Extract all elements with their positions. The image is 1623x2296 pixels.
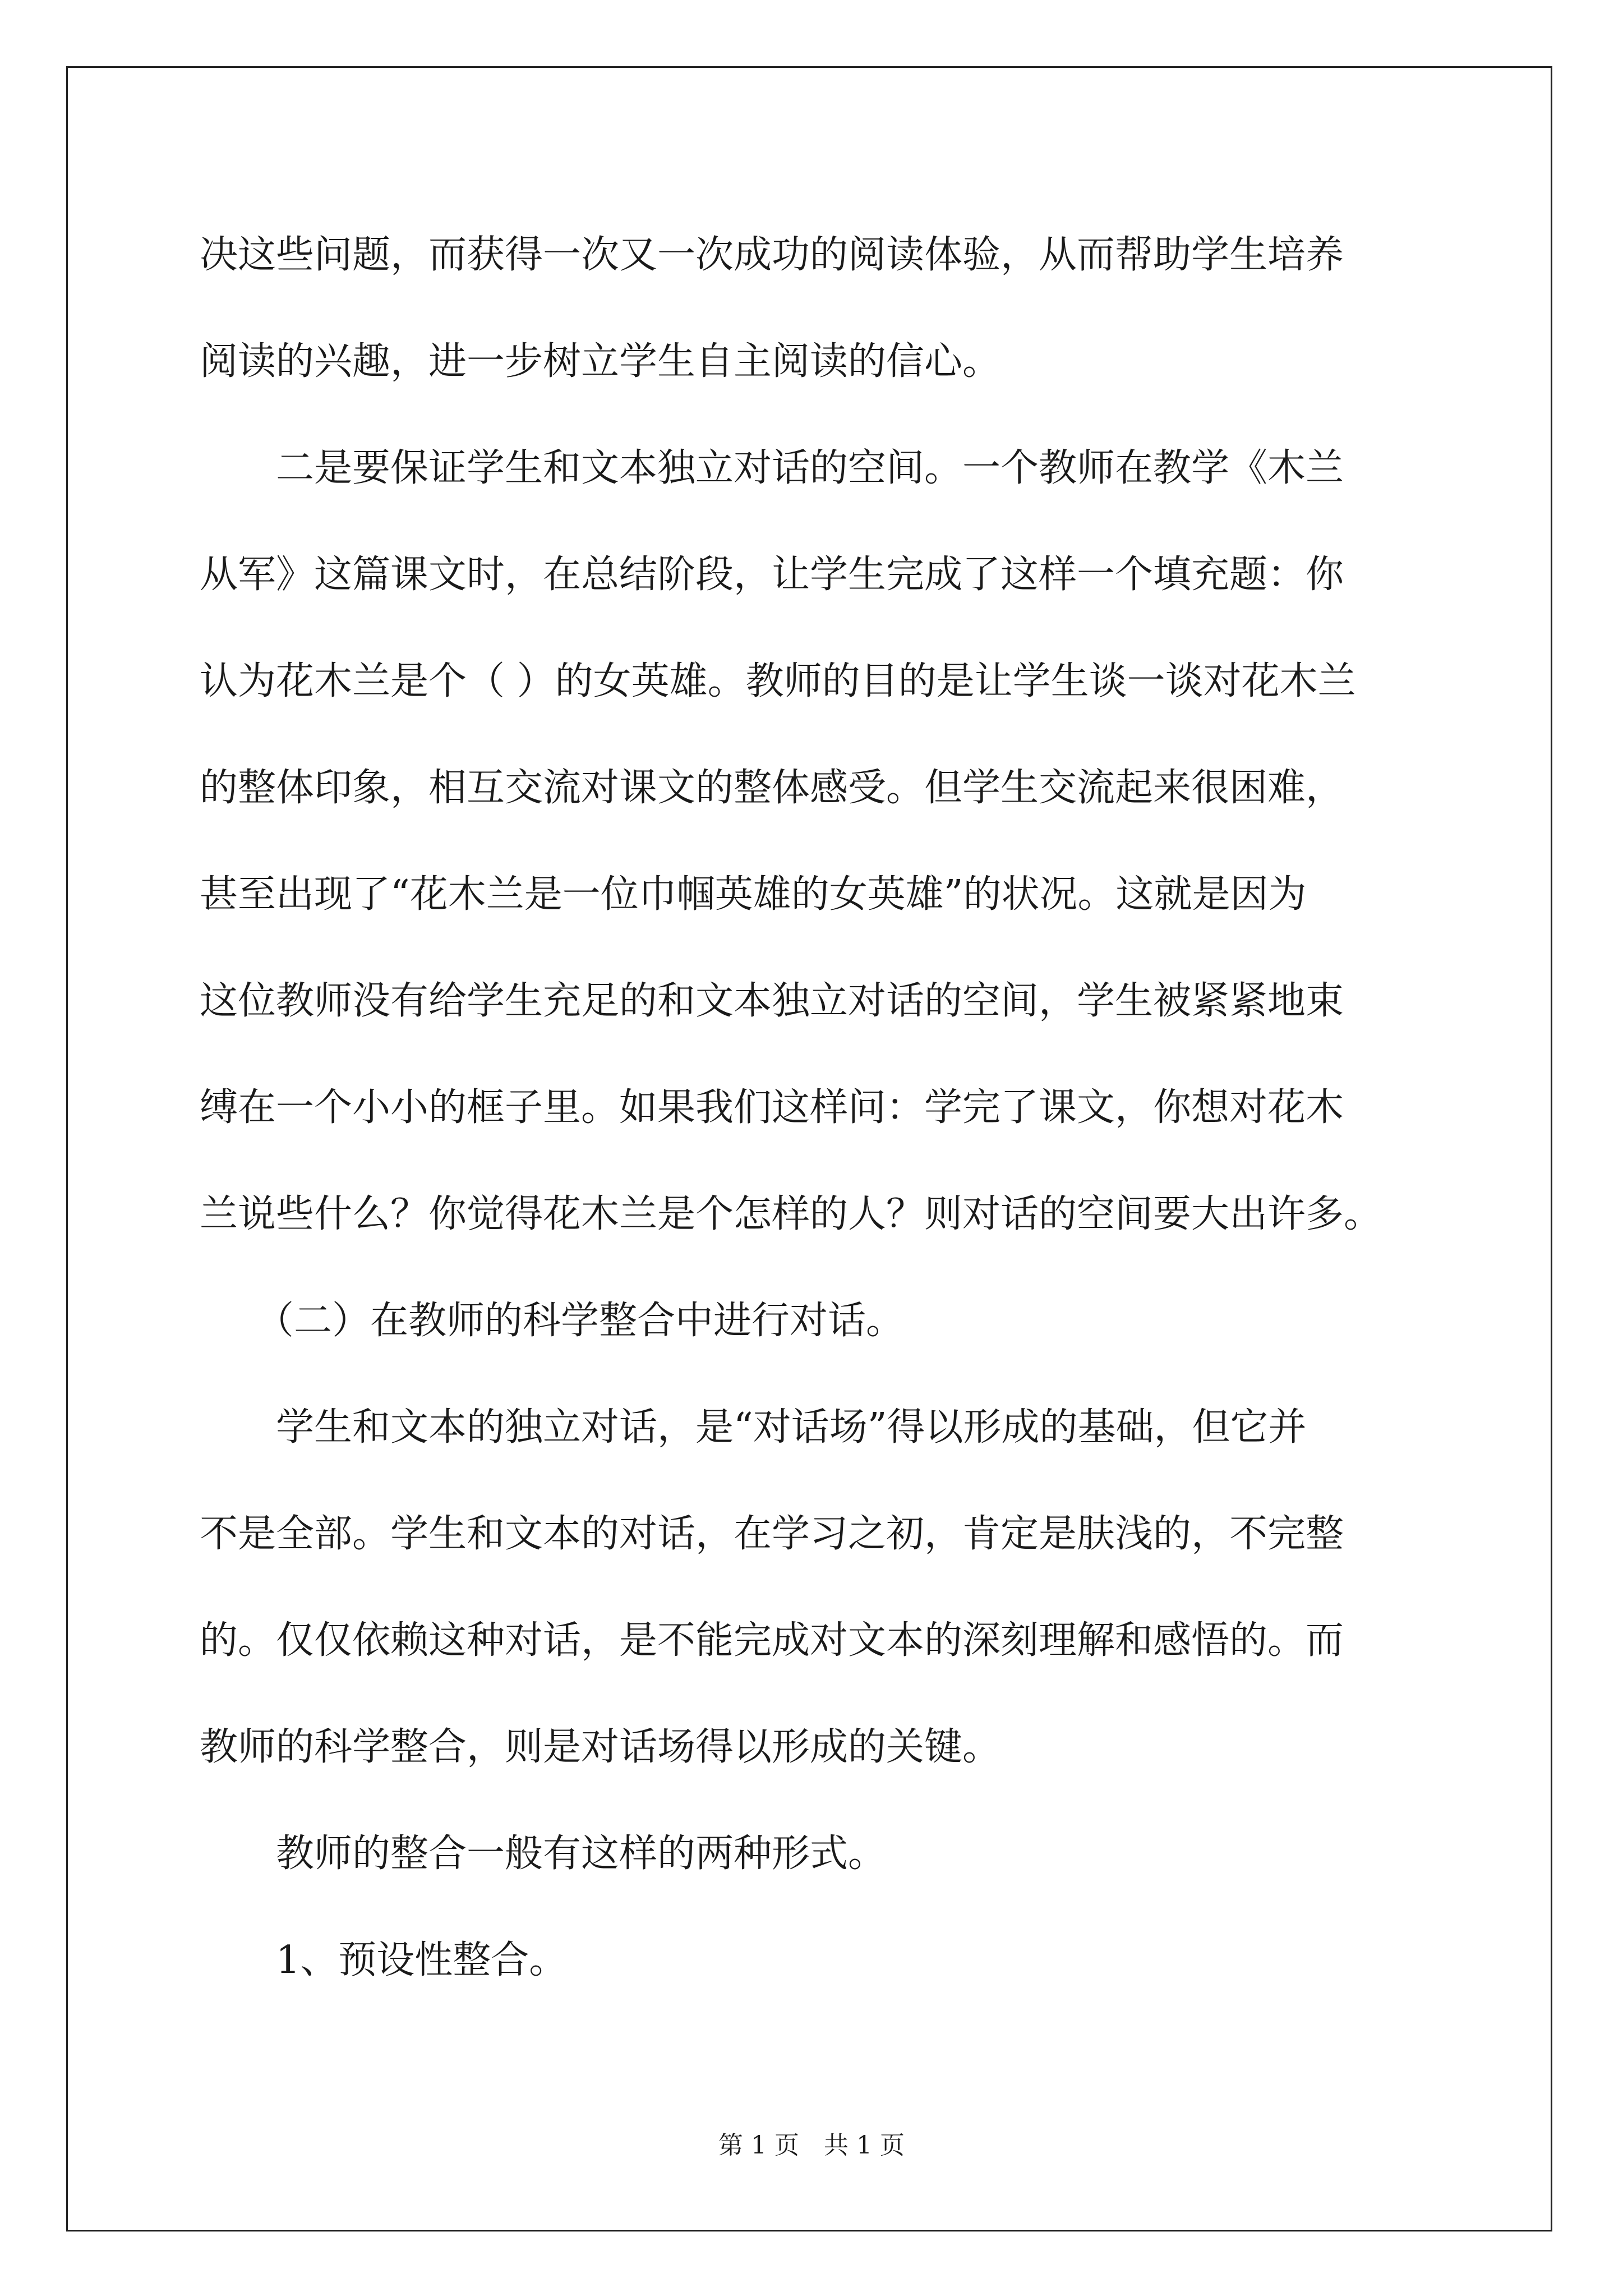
text-line: 教师的整合一般有这样的两种形式。 [276, 1832, 887, 1876]
text-line: 阅读的兴趣，进一步树立学生自主阅读的信心。 [200, 339, 1001, 384]
text-line: 从军》这篇课文时，在总结阶段，让学生完成了这样一个填充题：你 [200, 553, 1344, 597]
document-body [200, 202, 1431, 2014]
text-line: 缚在一个小小的框子里。如果我们这样问：学完了课文，你想对花木 [200, 1085, 1344, 1130]
text-line: 认为花木兰是个（ ）的女英雄。教师的目的是让学生谈一谈对花木兰 [200, 659, 1356, 703]
text-line: 不是全部。学生和文本的对话，在学习之初，肯定是肤浅的，不完整 [200, 1512, 1344, 1556]
text-line: 1、预设性整合。 [276, 1938, 568, 1982]
text-line: 教师的科学整合，则是对话场得以形成的关键。 [200, 1725, 1001, 1769]
text-line: 甚至出现了“花木兰是一位巾帼英雄的女英雄”的状况。这就是因为 [200, 872, 1307, 917]
text-line: 决这些问题，而获得一次又一次成功的阅读体验，从而帮助学生培养 [200, 233, 1344, 277]
text-line: 二是要保证学生和文本独立对话的空间。一个教师在教学《木兰 [276, 446, 1344, 490]
text-line: （二）在教师的科学整合中进行对话。 [256, 1299, 905, 1343]
text-line: 这位教师没有给学生充足的和文本独立对话的空间，学生被紧紧地束 [200, 979, 1344, 1023]
text-line: 的整体印象，相互交流对课文的整体感受。但学生交流起来很困难， [200, 766, 1344, 810]
text-line: 兰说些什么？你觉得花木兰是个怎样的人？则对话的空间要大出许多。 [200, 1192, 1382, 1236]
page-footer: 第 1 页 共 1 页 [718, 2131, 905, 2160]
text-line: 的。仅仅依赖这种对话，是不能完成对文本的深刻理解和感悟的。而 [200, 1618, 1344, 1663]
text-line: 学生和文本的独立对话，是“对话场”得以形成的基础，但它并 [276, 1405, 1307, 1450]
